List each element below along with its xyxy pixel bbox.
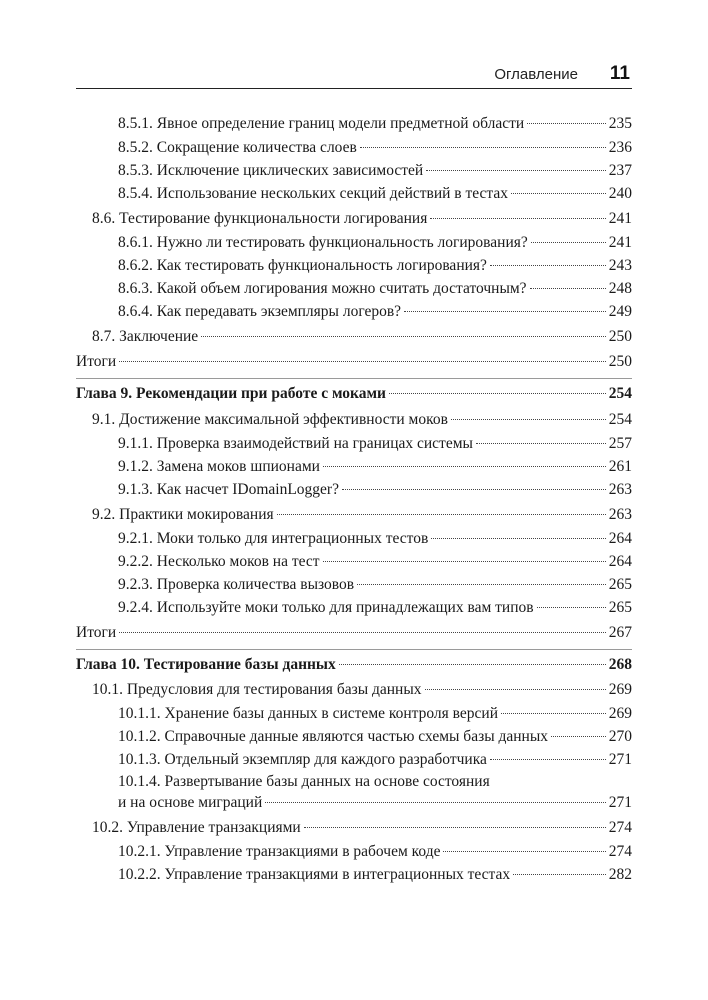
toc-entry-label: 10.1. Предусловия для тестирования базы данных [92, 681, 422, 698]
toc-entry-page: 248 [608, 280, 632, 297]
toc-entry-label: Глава 10. Тестирование базы данных [76, 656, 336, 673]
toc-entry-page: 270 [608, 728, 632, 745]
toc-entry[interactable] [118, 161, 632, 181]
dot-leader [527, 123, 606, 124]
toc-entry-label: Итоги [76, 624, 117, 641]
dot-leader [277, 514, 606, 515]
dot-leader [425, 689, 606, 690]
dot-leader [404, 311, 606, 312]
running-header-title: Оглавление [494, 66, 578, 83]
toc-entry-page: 254 [608, 385, 632, 402]
toc-entry[interactable] [118, 256, 632, 276]
toc-entry-label: 8.5.4. Использование нескольких секций действий в тестах [118, 185, 509, 202]
toc-entry-label: 10.1.2. Справочные данные являются частью схемы базы данных [118, 728, 549, 745]
toc-entry-page: 249 [608, 303, 632, 320]
dot-leader [443, 851, 605, 852]
toc-entry[interactable] [118, 704, 632, 724]
toc-entry-label: 9.1.2. Замена моков шпионами [118, 458, 320, 475]
dot-leader [119, 361, 606, 362]
dot-leader [476, 443, 606, 444]
dot-leader [360, 147, 606, 148]
toc-entry-label: 9.2. Практики мокирования [92, 506, 274, 523]
toc-entry-label: 9.2.2. Несколько моков на тест [118, 553, 320, 570]
toc-entry[interactable] [118, 842, 632, 862]
toc-entry-page: 263 [608, 506, 632, 523]
toc-entry-page: 261 [608, 458, 632, 475]
toc-entry-page: 240 [608, 185, 632, 202]
toc-entry-label-continued: и на основе миграций [118, 794, 263, 811]
toc-entry-page: 271 [608, 751, 632, 768]
toc-entry-label: 9.2.3. Проверка количества вызовов [118, 576, 355, 593]
toc-entry-label: Итоги [76, 353, 117, 370]
toc-entry-page: 269 [608, 705, 632, 722]
toc-entry-page: 268 [608, 656, 632, 673]
toc-entry-page: 237 [608, 162, 632, 179]
toc-entry[interactable] [92, 410, 632, 430]
toc-entry-page: 274 [608, 819, 632, 836]
toc-entry[interactable] [118, 457, 632, 477]
dot-leader [513, 874, 606, 875]
dot-leader [490, 265, 606, 266]
toc-entry[interactable] [118, 184, 632, 204]
dot-leader [537, 607, 606, 608]
section-divider [76, 378, 632, 379]
dot-leader [490, 759, 606, 760]
toc-entry-page: 264 [608, 553, 632, 570]
toc-entry-page: 241 [608, 210, 632, 227]
toc-entry-multiline-first[interactable] [118, 772, 632, 792]
toc-entry-page: 265 [608, 576, 632, 593]
toc-entry[interactable] [118, 302, 632, 322]
toc-entry[interactable] [118, 865, 632, 885]
dot-leader [339, 664, 606, 665]
dot-leader [451, 419, 606, 420]
toc-entry[interactable] [118, 434, 632, 454]
toc-entry-label: 8.6.3. Какой объем логирования можно считать достаточным? [118, 280, 527, 297]
toc-entry-label: 9.1.1. Проверка взаимодействий на границах системы [118, 435, 473, 452]
dot-leader [304, 827, 606, 828]
toc-entry[interactable] [118, 138, 632, 158]
running-header [76, 62, 632, 89]
dot-leader [342, 489, 606, 490]
dot-leader [323, 466, 606, 467]
toc-entry-label: 10.1.4. Развертывание базы данных на основе состояния [118, 773, 490, 790]
toc-entry[interactable] [76, 623, 632, 643]
dot-leader [265, 802, 606, 803]
toc-entry[interactable] [118, 279, 632, 299]
toc-entry[interactable] [118, 529, 632, 549]
dot-leader [323, 561, 606, 562]
dot-leader [357, 584, 606, 585]
toc-entry-label: 9.1.3. Как насчет IDomainLogger? [118, 481, 339, 498]
toc-entry-page: 243 [608, 257, 632, 274]
toc-entry-label: 8.6. Тестирование функциональности логирования [92, 210, 428, 227]
toc-entry[interactable] [92, 680, 632, 700]
toc-entry-label: 8.6.1. Нужно ли тестировать функциональность логирования? [118, 234, 528, 251]
toc-entry[interactable] [92, 327, 632, 347]
section-divider [76, 649, 632, 650]
toc-entry-label: 9.2.4. Используйте моки только для принадлежащих вам типов [118, 599, 534, 616]
dot-leader [430, 218, 605, 219]
dot-leader [201, 336, 606, 337]
toc-entry-label: 8.5.1. Явное определение границ модели предметной области [118, 115, 525, 132]
dot-leader [431, 538, 605, 539]
toc-entry-label: 8.6.4. Как передавать экземпляры логеров? [118, 303, 402, 320]
toc-entry-page: 271 [608, 794, 632, 811]
toc-entry-label: 10.2.1. Управление транзакциями в рабочем коде [118, 843, 441, 860]
toc-entry-page: 250 [608, 353, 632, 370]
toc-entry[interactable] [92, 505, 632, 525]
toc-entry[interactable] [118, 233, 632, 253]
toc-entry-page: 235 [608, 115, 632, 132]
toc-entry[interactable] [118, 750, 632, 770]
toc-entry-label: 9.2.1. Моки только для интеграционных тестов [118, 530, 429, 547]
toc-entry-multiline-second[interactable] [118, 793, 632, 813]
dot-leader [530, 288, 606, 289]
toc-entry[interactable] [92, 209, 632, 229]
dot-leader [426, 170, 606, 171]
dot-leader [531, 242, 606, 243]
toc-entry-page: 257 [608, 435, 632, 452]
toc-entry-label: 10.2.2. Управление транзакциями в интеграционных тестах [118, 866, 511, 883]
toc-entry-page: 265 [608, 599, 632, 616]
toc-entry-label: 10.2. Управление транзакциями [92, 819, 301, 836]
toc-chapter-entry[interactable] [76, 384, 632, 404]
toc-entry-label: 10.1.1. Хранение базы данных в системе контроля версий [118, 705, 498, 722]
toc-entry-label: 8.5.2. Сокращение количества слоев [118, 139, 357, 156]
toc-entry[interactable] [118, 727, 632, 747]
toc-entry[interactable] [118, 480, 632, 500]
toc-entry-label: 8.6.2. Как тестировать функциональность логирования? [118, 257, 487, 274]
page-number: 11 [609, 63, 630, 84]
toc-chapter-entry[interactable] [76, 655, 632, 675]
toc-entry-label: Глава 9. Рекомендации при работе с моками [76, 385, 386, 402]
toc-entry-label: 10.1.3. Отдельный экземпляр для каждого разработчика [118, 751, 487, 768]
toc-entry-page: 250 [608, 328, 632, 345]
toc-entry[interactable] [118, 598, 632, 618]
toc-entry[interactable] [92, 818, 632, 838]
toc-entry[interactable] [76, 352, 632, 372]
toc-entry-page: 263 [608, 481, 632, 498]
dot-leader [511, 193, 606, 194]
toc-entry-page: 267 [608, 624, 632, 641]
dot-leader [119, 632, 606, 633]
toc-entry-page: 254 [608, 411, 632, 428]
toc-entry[interactable] [118, 114, 632, 134]
toc-entry-page: 264 [608, 530, 632, 547]
toc-entry[interactable] [118, 552, 632, 572]
toc-entry-page: 269 [608, 681, 632, 698]
toc-entry-label: 9.1. Достижение максимальной эффективности моков [92, 411, 448, 428]
toc-entry[interactable] [118, 575, 632, 595]
dot-leader [501, 713, 606, 714]
dot-leader [551, 736, 606, 737]
toc-entry-label: 8.7. Заключение [92, 328, 199, 345]
toc-entry-page: 274 [608, 843, 632, 860]
toc-entry-page: 282 [608, 866, 632, 883]
toc-entry-page: 236 [608, 139, 632, 156]
dot-leader [389, 393, 606, 394]
toc-entry-label: 8.5.3. Исключение циклических зависимостей [118, 162, 424, 179]
toc-entry-page: 241 [608, 234, 632, 251]
